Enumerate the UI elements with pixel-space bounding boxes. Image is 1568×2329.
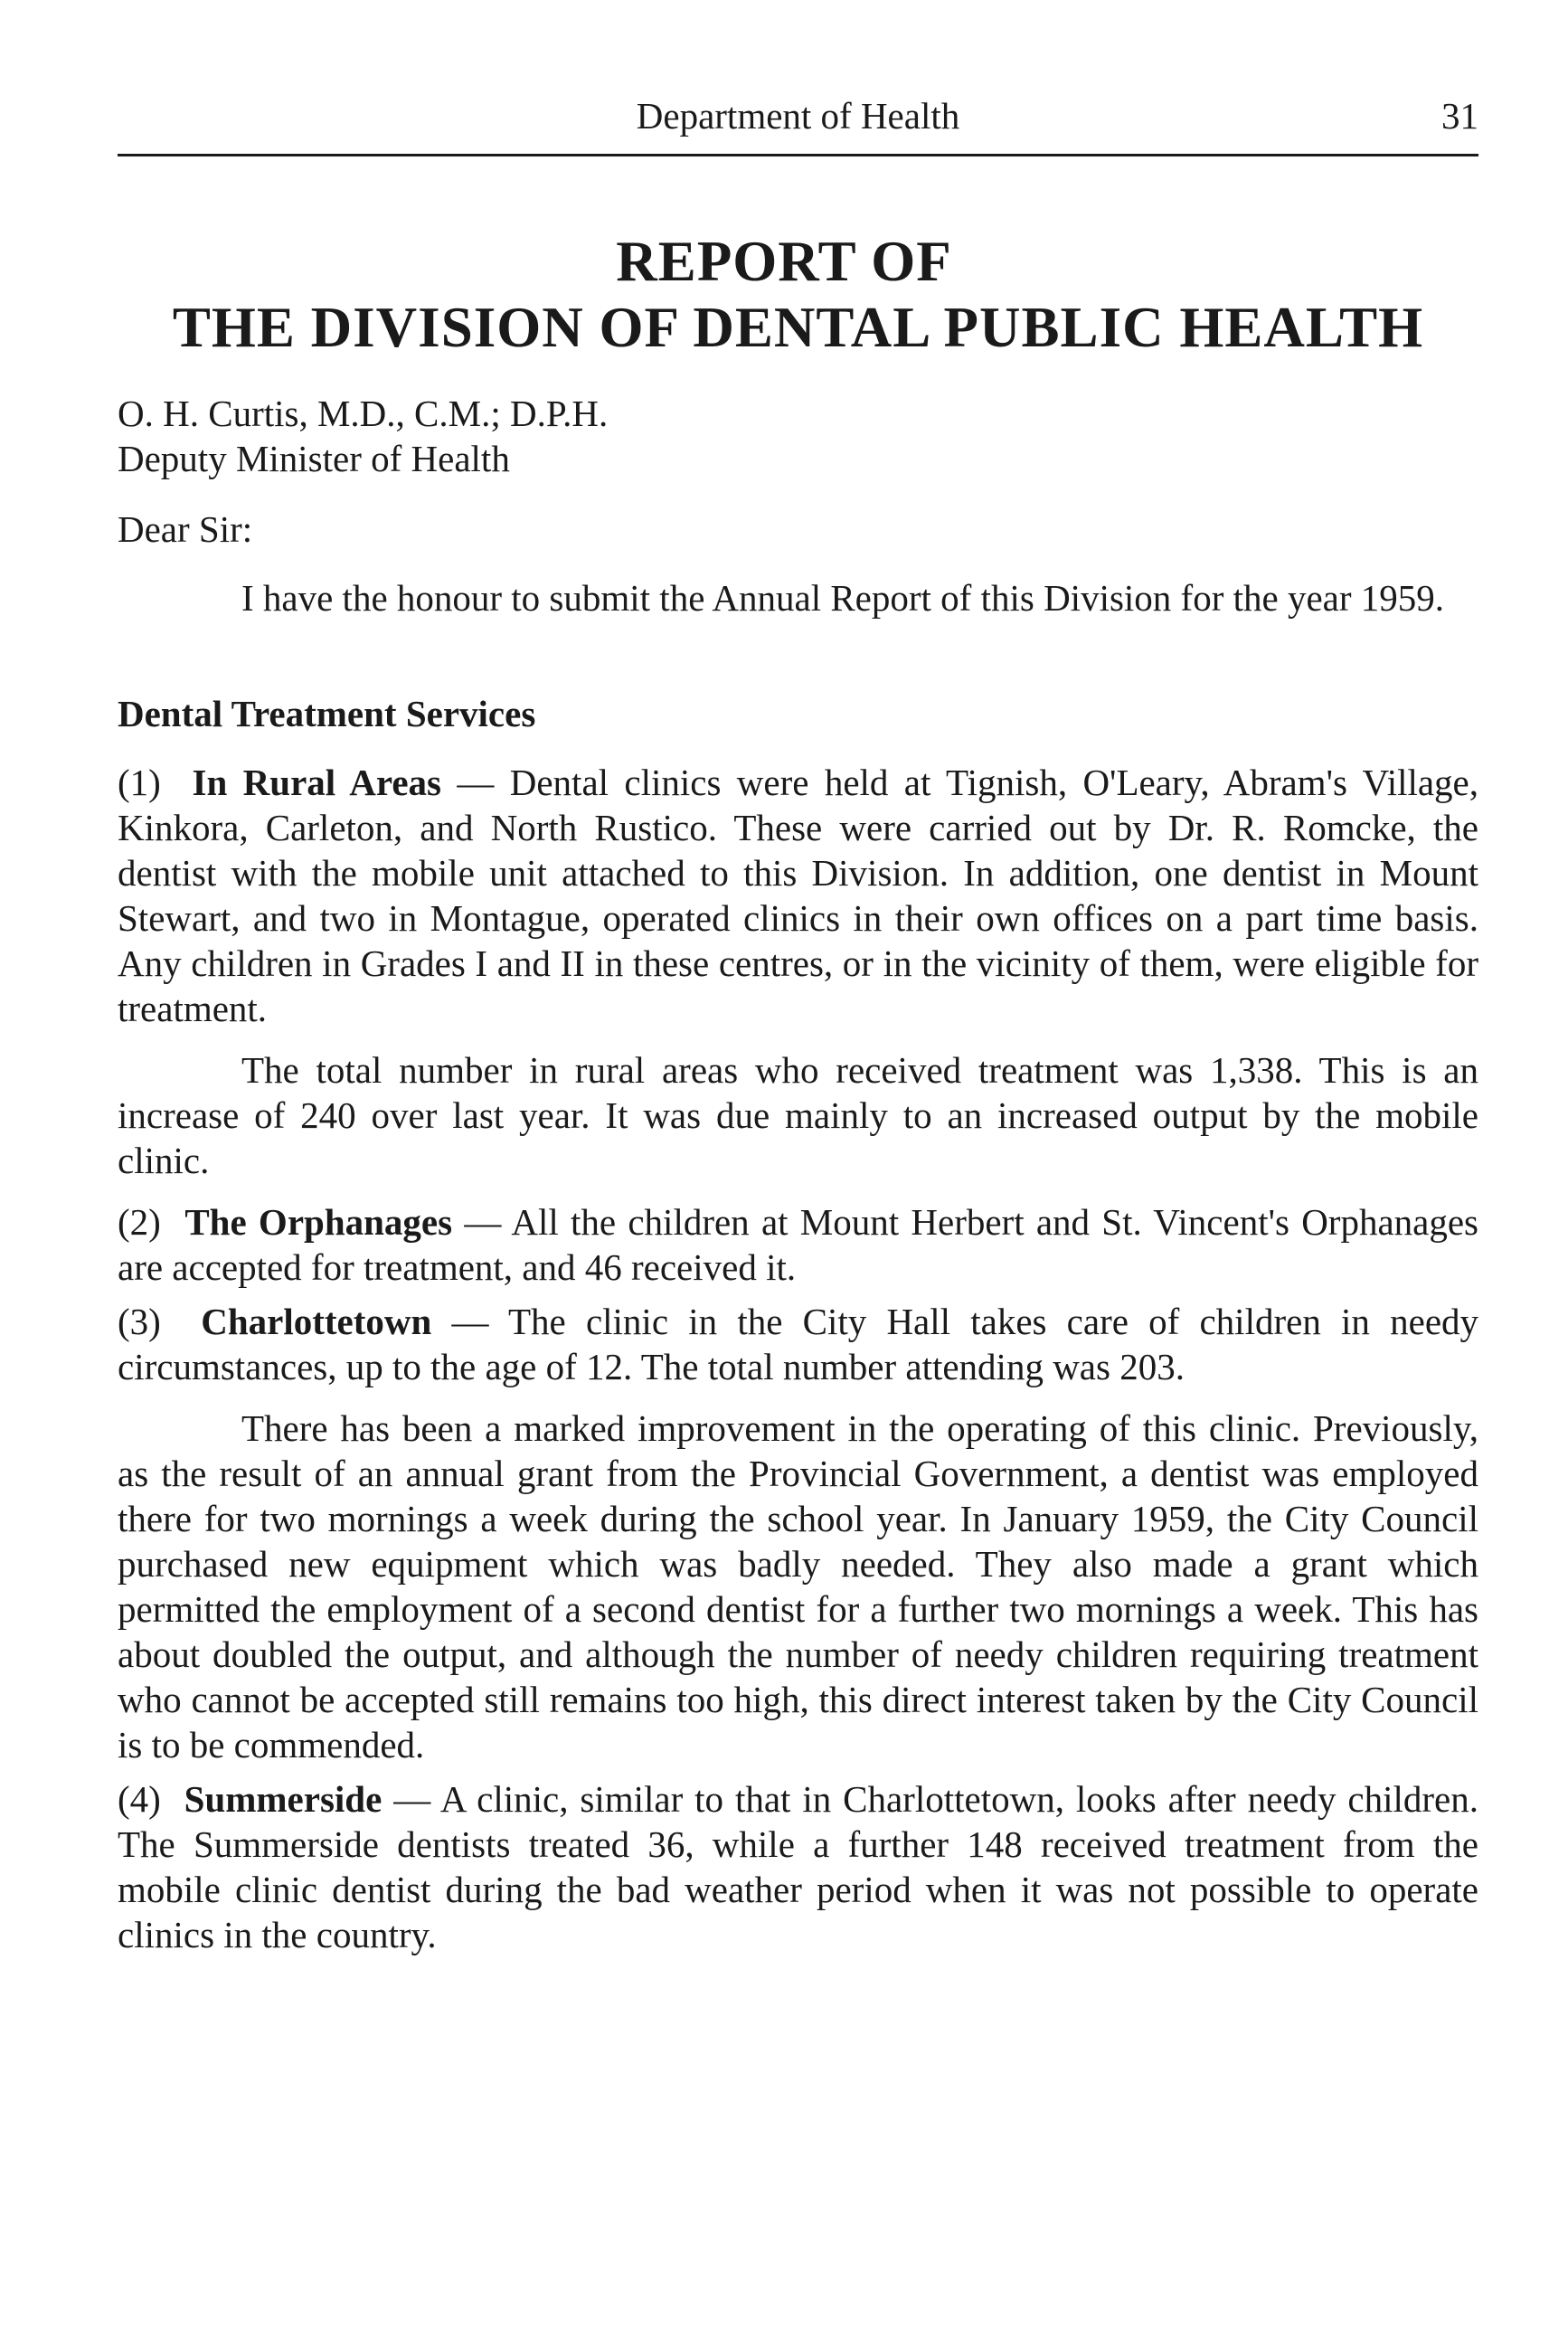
addressee-position: Deputy Minister of Health bbox=[118, 438, 510, 479]
page-number: 31 bbox=[1441, 95, 1478, 137]
running-header bbox=[118, 89, 1478, 143]
item-heading: Summerside bbox=[184, 1778, 383, 1820]
salutation: Dear Sir: bbox=[118, 508, 253, 550]
item-rural-areas bbox=[118, 760, 1478, 1031]
rural-total-paragraph: The total number in rural areas who received treatment was 1,338. This is an increase of 240 over last year. It was due mainly to an increased output by the mobile clinic. bbox=[118, 1049, 1478, 1181]
section-body bbox=[118, 760, 1478, 1974]
item-text: All the children at Mount Herbert and St. Vincent's Orphanages are accepted for treatment, and 46 received it. bbox=[118, 1201, 1479, 1288]
section-heading: Dental Treatment Services bbox=[118, 693, 536, 734]
item-text: A clinic, similar to that in Charlottetown, looks after needy children. The Summerside dentists treated 36, while a further 148 received treatment from the mobile clinic dentist during the bad weather period when it was not possible to operate clinics in the country. bbox=[118, 1778, 1479, 1955]
addressee-name: O. H. Curtis, M.D., C.M.; D.P.H. bbox=[118, 393, 609, 434]
intro-paragraph bbox=[118, 575, 1478, 620]
item-number: (3) bbox=[118, 1301, 161, 1342]
item-charlottetown bbox=[118, 1299, 1478, 1389]
running-title: Department of Health bbox=[636, 95, 960, 137]
item-heading: The Orphanages bbox=[184, 1201, 453, 1243]
item-dash: — bbox=[451, 1301, 489, 1342]
report-heading-line1: REPORT OF bbox=[616, 230, 952, 293]
item-number: (2) bbox=[118, 1201, 161, 1243]
intro-text: I have the honour to submit the Annual Report of this Division for the year 1959. bbox=[241, 577, 1444, 619]
header-rule bbox=[118, 154, 1478, 156]
item-number: (4) bbox=[118, 1778, 161, 1820]
item-heading: In Rural Areas bbox=[192, 762, 441, 803]
item-dash: — bbox=[464, 1201, 502, 1243]
item-summerside bbox=[118, 1776, 1478, 1957]
addressee-block bbox=[118, 391, 1478, 481]
item-dash: — bbox=[457, 762, 495, 803]
item-dash: — bbox=[393, 1778, 431, 1820]
item-number: (1) bbox=[118, 762, 161, 803]
item-text: The clinic in the City Hall takes care of children in needy circumstances, up to the age of 12. The total number attending was 203. bbox=[118, 1301, 1479, 1387]
item-heading: Charlottetown bbox=[201, 1301, 432, 1342]
item-orphanages bbox=[118, 1199, 1478, 1290]
charlottetown-paragraph: There has been a marked improvement in the operating of this clinic. Previously, as the result of an annual grant from the Provincial Government, a dentist was employed there for two mornings a week during the school year. In January 1959, the City Council purchased new equipment which was badly needed. They also made a grant which permitted the employment of a second dentist for a further two mornings a week. This has about doubled the output, and although the number of needy children requiring treatment who cannot be accepted still remains too high, this direct interest taken by the City Council is to be commended. bbox=[118, 1407, 1478, 1766]
report-title: THE DIVISION OF DENTAL PUBLIC HEALTH bbox=[172, 296, 1424, 359]
item-text: Dental clinics were held at Tignish, O'Leary, Abram's Village, Kinkora, Carleton, and North Rustico. These were carried out by Dr. R. Romcke, the dentist with the mobile unit attached to this Division. In addition, one dentist in Mount Stewart, and two in Montague, operated clinics in their own offices on a part time basis. Any children in Grades I and II in these centres, or in the vicinity of them, were eligible for treatment. bbox=[118, 762, 1479, 1029]
